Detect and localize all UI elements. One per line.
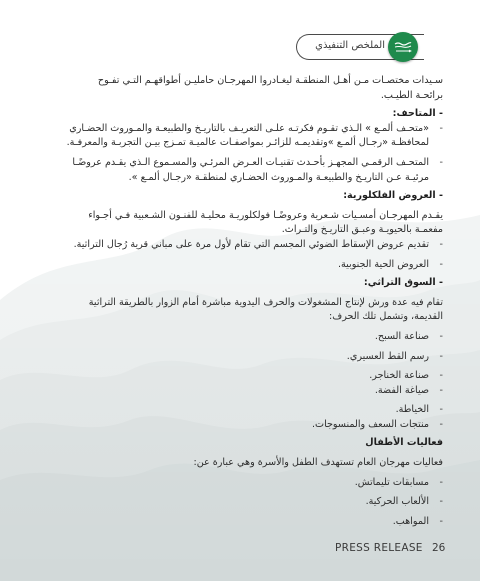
list-item-line: لمحافظـة «رجـال ألمـع »وتقديمـه للزائـر بمواصفـات عالميـة تمـزج بيـن التجربـة والمعرفـة. xyxy=(66,137,429,149)
list-item-line: - «متحـف ألمـع » الـذي تقـوم فكرتـه علـى التعريـف بالتاريـخ والطبيعـة والمـوروث الحضـاري xyxy=(69,122,429,134)
folklore-heading: - العروض الفلكلورية: xyxy=(343,190,443,202)
folklore-paragraph-line: مفعمـة بالحيويـة وعبـق التاريـخ والتـراث. xyxy=(281,224,443,236)
list-item: - صناعة الخناجر. xyxy=(38,369,443,384)
page-number: 26 xyxy=(432,542,446,554)
list-item: - رسم القط العسيري. xyxy=(38,350,443,365)
list-item-line: - المتحـف الرقمـي المجهـز بأحـدث تقنيـات العـرض المرئـي والمسـموع الـذي يقـدم عروضًـا xyxy=(72,156,429,168)
footer-label: PRESS RELEASE xyxy=(335,542,423,554)
list-item: - تقديم عروض الإسقاط الضوئي المجسم التي تقام لأول مرة على مباني قرية رُجال التراثية. xyxy=(38,238,443,253)
list-item: - صناعة السبح. xyxy=(38,330,443,345)
section-title: الملخص التنفيذي xyxy=(315,40,385,51)
list-item: - مسابقات تليماتش. xyxy=(38,476,443,491)
list-item xyxy=(38,122,443,151)
folklore-paragraph-line: يقـدم المهرجـان أمسـيات شـعرية وعروضًـا فولكلوريـة محليـة للفنـون الشـعبية فـي أجـواء xyxy=(88,209,443,221)
saudi-flag-emblem-icon xyxy=(388,32,418,62)
intro-line: برائحـة الطيـب. xyxy=(380,89,443,101)
children-heading: فعاليات الأطفال xyxy=(365,437,443,449)
list-item: - منتجات السعف والمنسوجات. xyxy=(38,418,443,433)
market-paragraph-line: القديمة، وتشمل تلك الحرف: xyxy=(329,311,443,323)
list-item: - صياغة الفضة. xyxy=(38,384,443,399)
market-heading: - السوق التراثي: xyxy=(363,277,443,289)
page-body xyxy=(38,74,443,529)
list-item: - الألعاب الحركية. xyxy=(38,495,443,510)
market-paragraph-line: تقام فيه عدة ورش لإنتاج المشغولات والحرف اليدوية مباشرة أمام الزوار بالطريقة التراثية xyxy=(88,296,443,308)
list-item xyxy=(38,156,443,185)
list-item: - العروض الحية الجنوبية. xyxy=(38,258,443,273)
intro-line: سـيدات مختصـات مـن أهـل المنطقـة ليغـادروا المهرجـان حامليـن أطواقهـم التـي تفـوح xyxy=(97,75,443,86)
list-item-line: مرئيـة عـن التاريـخ والطبيعـة والمـوروث الحضـاري لمنطقـة «رجـال ألمـع ». xyxy=(128,171,429,183)
children-paragraph: فعاليات مهرجان العام تستهدف الطفل والأسرة وهي عبارة عن: xyxy=(193,457,443,469)
museums-heading: - المتاحف: xyxy=(392,108,443,120)
list-item: - المواهب. xyxy=(38,515,443,530)
list-item: - الخياطة. xyxy=(38,403,443,418)
